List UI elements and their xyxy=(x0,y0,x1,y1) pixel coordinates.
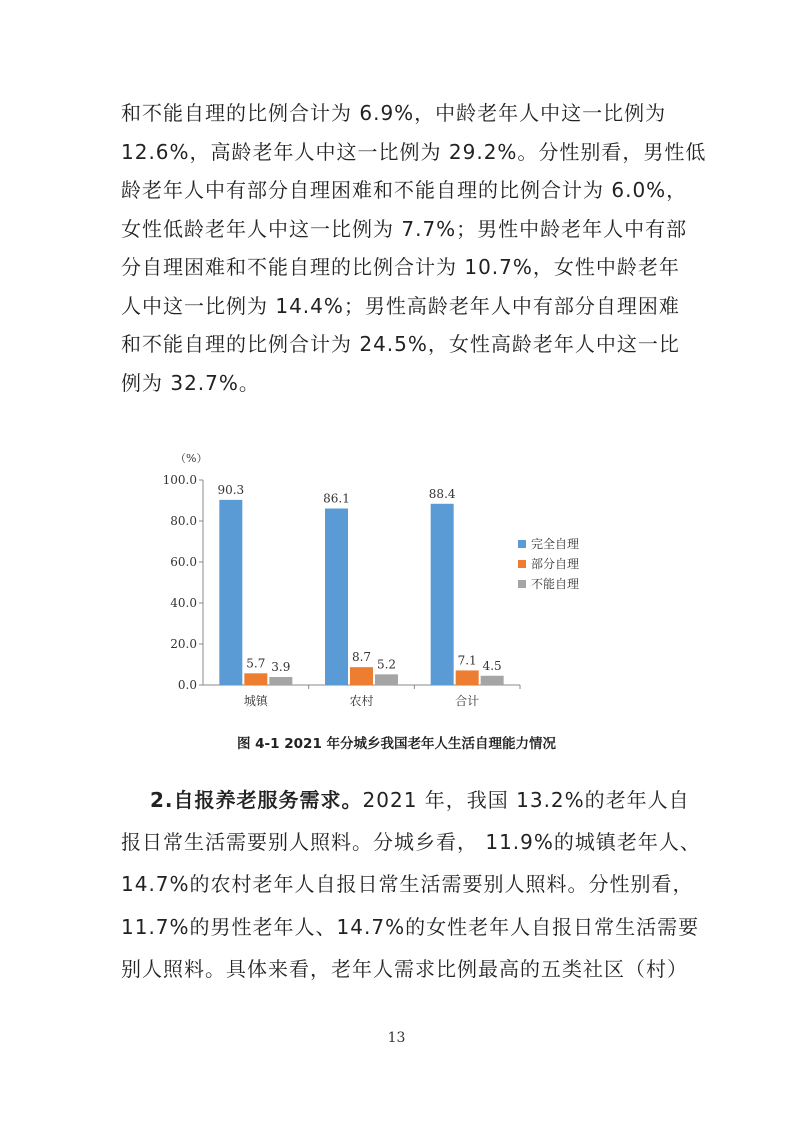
data-label: 5.7 xyxy=(246,656,266,671)
y-tick-label: 40.0 xyxy=(170,596,197,610)
data-label: 90.3 xyxy=(217,482,245,497)
y-tick-label: 100.0 xyxy=(162,473,197,487)
legend-label: 不能自理 xyxy=(531,577,580,591)
page-number: 13 xyxy=(387,1030,406,1046)
data-label: 8.7 xyxy=(351,650,372,665)
data-label: 86.1 xyxy=(323,491,350,506)
text-line: 女性低龄老年人中这一比例为 7.7%；男性中龄老年人中有部 xyxy=(121,216,688,241)
y-tick-label: 0.0 xyxy=(177,678,197,692)
data-label: 7.1 xyxy=(457,653,477,668)
data-label: 5.2 xyxy=(376,657,397,672)
bar xyxy=(431,504,454,685)
bar xyxy=(219,500,242,685)
bar xyxy=(350,667,373,685)
x-tick-label: 城镇 xyxy=(243,694,268,708)
text-line: 别人照料。具体来看，老年人需求比例最高的五类社区（村） xyxy=(121,956,688,981)
x-tick-label: 合计 xyxy=(455,694,480,708)
text-line: 和不能自理的比例合计为 24.5%，女性高龄老年人中这一比 xyxy=(121,332,680,356)
y-axis-unit-label: （%） xyxy=(175,452,208,465)
paragraph-2-continued xyxy=(121,821,701,990)
text-line-first xyxy=(150,779,690,821)
section-heading: 2.自报养老服务需求。 xyxy=(150,788,363,812)
bar-chart xyxy=(150,445,620,720)
text-line: 龄老年人中有部分自理困难和不能自理的比例合计为 6.0%， xyxy=(121,178,688,202)
text-line: 和不能自理的比例合计为 6.9%，中龄老年人中这一比例为 xyxy=(121,101,667,125)
legend-swatch xyxy=(518,540,526,548)
x-tick-label: 农村 xyxy=(349,694,374,708)
text-span: 2021 年，我国 13.2%的老年人自 xyxy=(362,788,690,812)
text-line: 报日常生活需要别人照料。分城乡看， 11.9%的城镇老年人、 xyxy=(121,830,701,854)
bar xyxy=(269,677,292,685)
data-label: 3.9 xyxy=(271,660,291,675)
text-line: 人中这一比例为 14.4%；男性高龄老年人中有部分自理困难 xyxy=(121,293,680,318)
text-line: 14.7%的农村老年人自报日常生活需要别人照料。分性别看， xyxy=(121,872,694,897)
bar xyxy=(375,674,398,685)
chart-svg xyxy=(150,445,620,720)
bar xyxy=(481,676,504,685)
y-tick-label: 80.0 xyxy=(170,514,197,528)
data-label: 4.5 xyxy=(482,658,502,673)
paragraph-1 xyxy=(121,94,707,402)
legend-label: 完全自理 xyxy=(531,537,580,551)
data-label: 88.4 xyxy=(428,486,456,501)
legend-swatch xyxy=(518,560,526,568)
bar xyxy=(244,673,267,685)
text-line: 例为 32.7%。 xyxy=(121,370,260,395)
figure-caption: 图 4-1 2021 年分城乡我国老年人生活自理能力情况 xyxy=(236,736,557,752)
text-line: 11.7%的男性老年人、14.7%的女性老年人自报日常生活需要 xyxy=(121,914,700,939)
bar xyxy=(456,670,479,685)
legend-label: 部分自理 xyxy=(531,557,580,571)
text-line: 12.6%，高龄老年人中这一比例为 29.2%。分性别看，男性低 xyxy=(121,139,707,164)
bar xyxy=(325,508,348,685)
y-tick-label: 20.0 xyxy=(170,637,197,651)
text-line: 分自理困难和不能自理的比例合计为 10.7%，女性中龄老年 xyxy=(121,255,680,279)
paragraph-2 xyxy=(150,779,690,821)
y-tick-label: 60.0 xyxy=(170,555,197,569)
legend-swatch xyxy=(518,580,526,588)
